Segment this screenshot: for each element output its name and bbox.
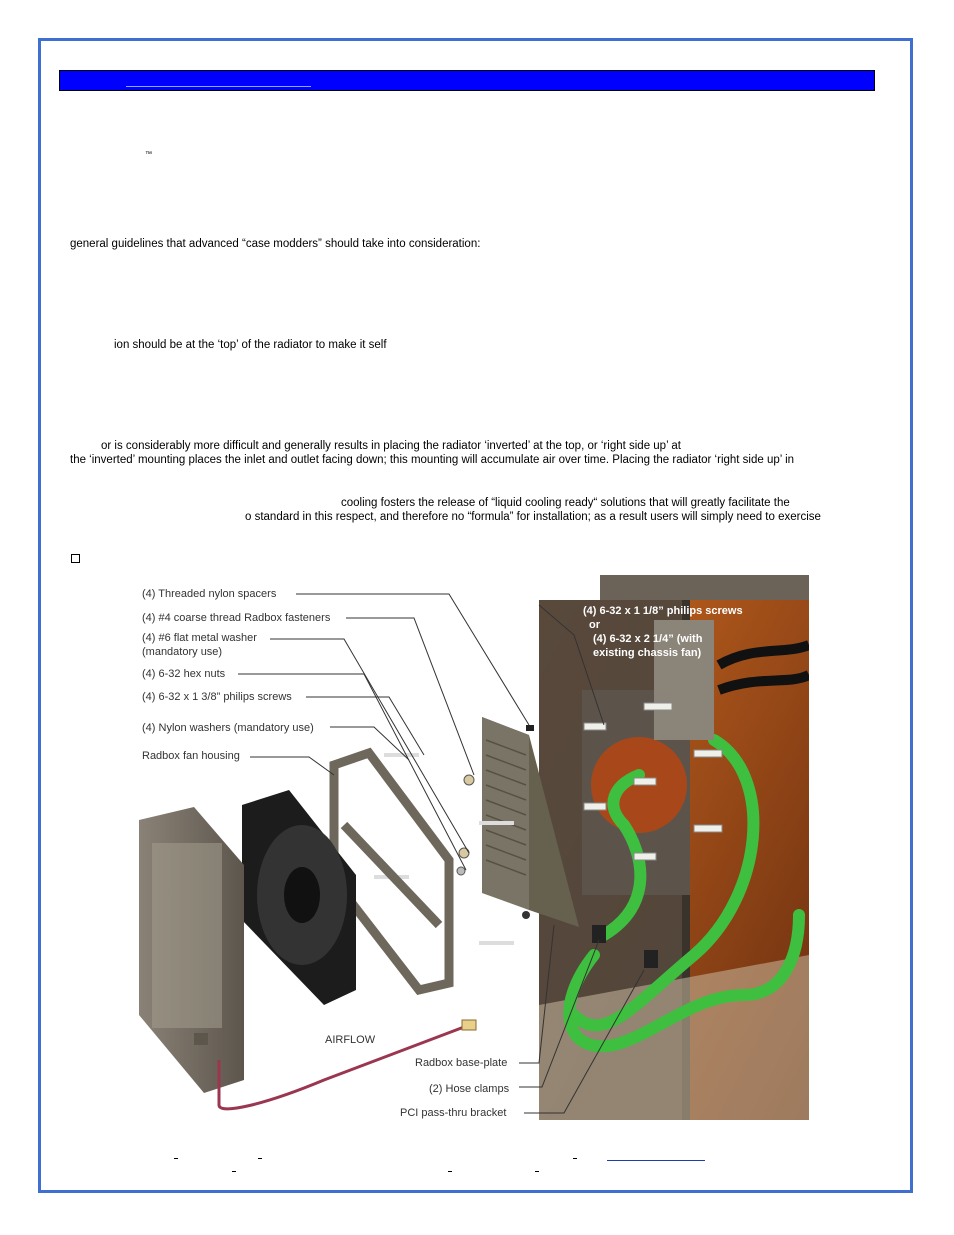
cooling-fan [242,790,356,1005]
fan-connector [462,1020,476,1030]
footnote-mark [258,1158,262,1159]
footnote-mark [448,1171,452,1172]
label-radbox-fasteners: (4) #4 coarse thread Radbox fasteners [142,612,331,624]
link-underline [607,1160,705,1161]
checkbox-bullet [71,554,80,563]
text-line-inverted: or is considerably more difficult and generally results in placing the radiator ‘inverted’ at the top, or ‘right side up’ at [101,440,681,452]
radbox-exploded-diagram [134,575,809,1120]
label-philips-screws: (4) 6-32 x 1 3/8” philips screws [142,691,292,703]
radiator [139,807,244,1093]
trademark-symbol: ™ [145,151,152,158]
label-alt-screws-2: (4) 6-32 x 2 1/4” (with [593,633,703,645]
section-title-bar [59,70,875,91]
text-line-mounting: the ‘inverted’ mounting places the inlet and outlet facing down; this mounting will accumulate air over time. Placing the radiator ‘right side up’ in [70,454,795,466]
label-alt-screws-1: (4) 6-32 x 1 1/8” philips screws [583,605,743,617]
footnote-mark [573,1158,577,1159]
label-flat-metal-washer: (4) #6 flat metal washer [142,632,257,644]
label-hose-clamps: (2) Hose clamps [429,1083,510,1095]
text-line-guidelines: general guidelines that advanced “case modders” should take into consideration: [70,238,481,250]
label-nylon-washers: (4) Nylon washers (mandatory use) [142,722,314,734]
text-line-liquid-cooling: cooling fosters the release of “liquid cooling ready“ solutions that will greatly facilitate the [341,497,790,509]
label-threaded-nylon-spacers: (4) Threaded nylon spacers [142,588,277,600]
label-alt-or: or [589,619,600,631]
label-pci-bracket: PCI pass-thru bracket [400,1107,507,1119]
label-airflow: AIRFLOW [325,1034,376,1046]
label-hex-nuts: (4) 6-32 hex nuts [142,668,226,680]
footnote-mark [232,1171,236,1172]
text-line-top-of-radiator: ion should be at the ‘top’ of the radiator to make it self [114,339,387,351]
title-underline [126,86,311,87]
label-fan-housing: Radbox fan housing [142,750,240,762]
label-base-plate: Radbox base-plate [415,1057,508,1069]
label-alt-screws-3: existing chassis fan) [593,647,702,659]
footnote-mark [174,1158,178,1159]
label-washer-mandatory: (mandatory use) [142,646,223,658]
footnote-mark [535,1171,539,1172]
text-line-standard: o standard in this respect, and therefore no “formula” for installation; as a result users will simply need to exercise [245,511,821,523]
